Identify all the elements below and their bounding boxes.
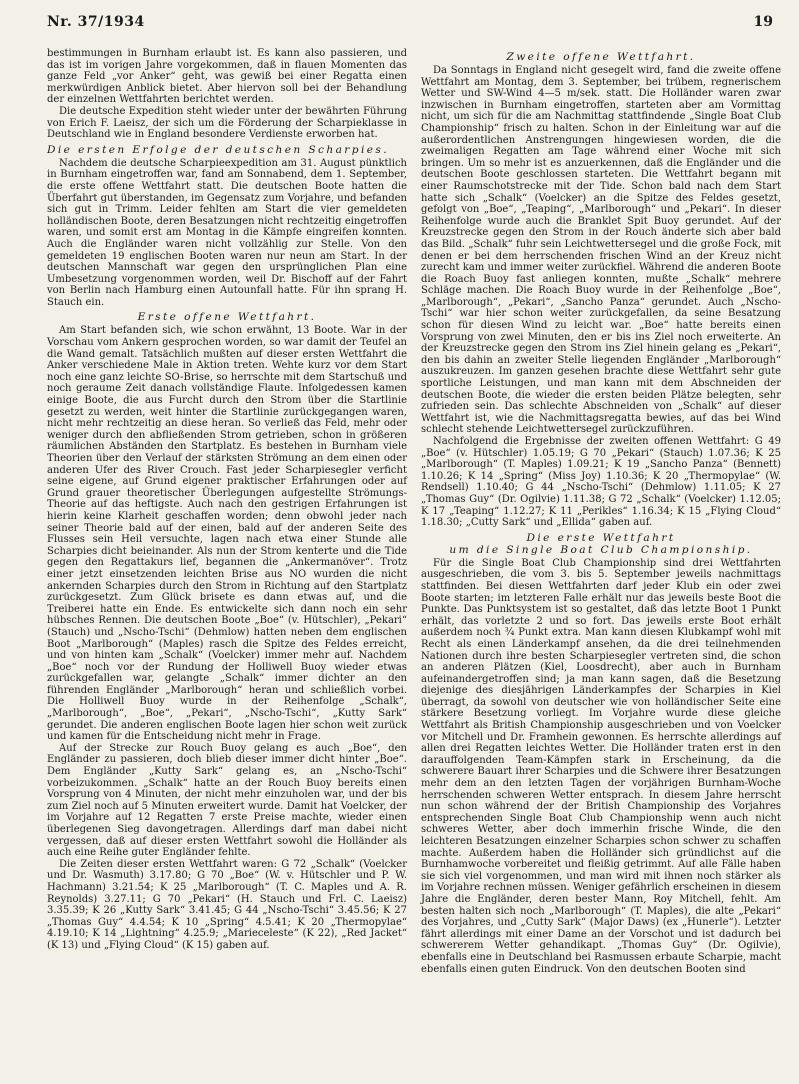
- issue-number: Nr. 37/1934: [47, 14, 145, 30]
- paragraph: Auf der Strecke zur Rouch Buoy gelang es auch „Boe“, den Engländer zu passieren, doch blieb dieser immer dicht hinter „Boe“. Dem Engländer „Kutty Sark“ gelang es, an „Nscho-Tschi“ vorbeizukommen. „Schalk“ hatte an der Rouch Buoy bereits einen Vorsprung von 4 Minuten, der nicht mehr einzuholen war, und der bis zum Ziel noch auf 5 Minuten erweitert wurde. Damit hat Voelcker, der im Vorjahre auf 12 Regatten 7 erste Preise machte, wieder einen überlegenen Sieg davongetragen. Allerdings darf man dabei nicht vergessen, daß auf dieser ersten Wettfahrt sowohl die Holländer als auch eine Reihe guter Engländer fehlte.: [47, 742, 407, 859]
- paragraph: Nachdem die deutsche Scharpieexpedition am 31. August pünktlich in Burnham eingetroffen war, fand am Sonnabend, dem 1. September, die erste offene Wettfahrt statt. Die deutschen Boote hatten die Überfahrt gut überstanden, im Gegensatz zum Vorjahre, und befanden sich gut in Trimm. Leider fehlten am Start die vier gemeldeten holländischen Boote, deren Besatzungen nicht rechtzeitig eingetroffen waren, und somit erst am Montag in die Kämpfe eingreifen konnten. Auch die Engländer waren nicht vollzählig zur Stelle. Von den gemeldeten 19 englischen Booten waren nur neun am Start. In der deutschen Mannschaft war gegen den ursprünglichen Plan eine Umbesetzung vorgenommen worden, weil Dr. Bischoff auf der Fahrt von Berlin nach Hamburg einen Autounfall hatte. Für ihn sprang H. Stauch ein.: [47, 157, 407, 308]
- paragraph: Für die Single Boat Club Championship sind drei Wettfahrten ausgeschrieben, die vom 3. bis 5. September jeweils nachmittags stattfinden. Bei diesen Wettfahrten darf jeder Klub ein oder zwei Boote starten; im letzteren Falle erhält nur das jeweils beste Boot die Punkte. Das Punktsystem ist so gestaltet, daß das letzte Boot 1 Punkt erhält, das vorletzte 2 und so fort. Das jeweils erste Boot erhält außerdem noch ¾ Punkt extra. Man kann diesen Klubkampf wohl mit Recht als einen Länderkampf ansehen, da die drei teilnehmenden Nationen durch ihre besten Scharpiesegler vertreten sind, die schon an anderen Plätzen (Kiel, Loosdrecht), aber auch in Burnham aufeinandergetroffen sind; ja man kann sagen, daß die Besetzung diejenige des diesjährigen Länderkampfes der Scharpies in Kiel überragt, da sowohl von deutscher wie von holländischer Seite eine stärkere Besetzung vorliegt. Im Vorjahre wurde diese gleiche Wettfahrt als British Championship ausgeschrieben und von Voelcker vor Mitchell und Dr. Framhein gewonnen. Es herrschte allerdings auf allen drei Regatten leichtes Wetter. Die Holländer traten erst in den darauffolgenden Team-Kämpfen stark in Erscheinung, da die schwerere Bauart ihrer Scharpies und die Schwere ihrer Besatzungen mehr dem an den letzten Tagen der vorjährigen Burnham-Woche herrschenden schweren Wetter entsprach. In diesem Jahre herrscht nun schon während der der British Championship des Vorjahres entsprechenden Single Boat Club Championship wenn auch nicht schweres Wetter, aber doch immerhin frische Winde, die den leichteren Besatzungen einzelner Scharpies schon schwer zu schaffen machte. Außerdem haben die Holländer sich gründlichst auf die Burnhamwoche vorbereitet und fleißig getrimmt. Auf alle Fälle haben sie sich viel vorgenommen, und man wird mit ihnen noch stärker als im Vorjahre rechnen müssen. Weniger gefährlich erscheinen in diesem Jahre die Engländer, deren bester Mann, Roy Mitchell, fehlt. Am besten halten sich noch „Marlborough“ (T. Maples), die alte „Pekari“ des Vorjahres, und „Cutty Sark“ (Major Daws) (ex „Hunerle“). Letzter fährt allerdings mit einer Dame an der Vorschot und ist dadurch bei schwererem Wetter gehandikapt. „Thomas Guy“ (Dr. Ogilvie), ebenfalls eine in Deutschland bei Rasmussen erbaute Scharpie, macht ebenfalls einen guten Eindruck. Von den deutschen Booten sind: [421, 557, 781, 975]
- left-column: [47, 48, 407, 975]
- section-heading: Die ersten Erfolge der deutschen Scharpies.: [47, 143, 390, 156]
- heading-line: Die erste Wettfahrt: [526, 531, 676, 544]
- page-header: [47, 14, 781, 40]
- results-paragraph: Nachfolgend die Ergebnisse der zweiten offenen Wettfahrt: G 49 „Boe“ (v. Hütschler) 1.05.19; G 70 „Pekari“ (Stauch) 1.07.36; K 25 „Marlborough“ (T. Maples) 1.09.21; K 19 „Sancho Panza“ (Bennett) 1.10.26; K 14 „Spring“ (Miss Joy) 1.10.36; K 20 „Thermopylae“ (W. Rendsell) 1.10.40; G 44 „Nscho-Tschi“ (Dehmlow) 1.11.05; K 27 „Thomas Guy“ (Dr. Ogilvie) 1.11.38; G 72 „Schalk“ (Voelcker) 1.12.05; K 17 „Teaping“ 1.12.27; K 11 „Perikles“ 1.16.34; K 15 „Flying Cloud“ 1.18.30; „Cutty Sark“ und „Ellida“ gaben auf.: [421, 436, 781, 529]
- page-number: 19: [753, 14, 773, 30]
- section-heading: Erste offene Wettfahrt.: [137, 311, 317, 324]
- section-heading: [421, 532, 781, 556]
- right-column: [421, 48, 781, 975]
- heading-line: um die Single Boat Club Championship.: [449, 543, 753, 556]
- section-heading: Zweite offene Wettfahrt.: [506, 51, 696, 63]
- paragraph: Die deutsche Expedition steht wieder unter der bewährten Führung von Erich F. Laeisz, der sich um die Förderung der Scharpieklasse in Deutschland wie in England besondere Verdienste erworben hat.: [47, 105, 407, 141]
- paragraph: Am Start befanden sich, wie schon erwähnt, 13 Boote. War in der Vorschau vom Ankern gesprochen worden, so war damit der Teufel an die Wand gemalt. Tatsächlich mußten auf dieser ersten Wettfahrt die Anker verschiedene Male in Aktion treten. Wehte kurz vor dem Start noch eine ganz leichte SO-Brise, so herrschte mit dem Startschuß und noch geraume Zeit danach vollständige Flaute. Infolgedessen kamen einige Boote, die aus Furcht durch den Strom über die Startlinie gesetzt zu werden, weit hinter die Startlinie zurückgegangen waren, nicht mehr rechtzeitig an diese heran. So verließ das Feld, mehr oder weniger durch den abfließenden Strom getrieben, schon in größeren räumlichen Abständen den Startplatz. Es bestehen in Burnham viele Theorien über den Verlauf der stärksten Strömung an dem einen oder anderen Ufer des River Crouch. Fast jeder Scharpiesegler verficht seine eigene, auf Grund eigener praktischer Erfahrungen oder auf Grund grauer theoretischer Überlegungen aufgestellte Strömungs-Theorie auf das heftigste. Auch nach den gestrigen Erfahrungen ist hierin keine Klarheit geschaffen worden; denn obwohl jeder nach seiner Theorie bald auf der einen, bald auf der anderen Seite des Flusses sein Heil versuchte, lagen nach etwa einer Stunde alle Scharpies dicht beieinander. Als nun der Strom kenterte und die Tide gegen den Regattakurs lief, begannen die „Ankermanöver“. Trotz einer jetzt einsetzenden leichten Brise aus NO wurden die nicht ankernden Scharpies durch den Strom in Richtung auf den Startplatz zurückgesetzt. Zum Glück brisete es dann etwas auf, und die Treiberei hatte ein Ende. Es entwickelte sich dann noch ein sehr hübsches Rennen. Die deutschen Boote „Boe“ (v. Hütschler), „Pekari“ (Stauch) und „Nscho-Tschi“ (Dehmlow) hatten neben dem englischen Boot „Marlborough“ (Maples) rasch die Spitze des Feldes erreicht, und von hinten kam „Schalk“ (Voelcker) immer mehr auf. Nachdem „Boe“ noch vor der Rundung der Holliwell Buoy wieder etwas zurückgefallen war, gelangte „Schalk“ immer dichter an den führenden Engländer „Marlborough“ heran und schließlich vorbei. Die Holliwell Buoy wurde in der Reihenfolge „Schalk“, „Marlborough“, „Boe“, „Pekari“, „Nscho-Tschi“, „Kutty Sark“ gerundet. Die anderen englischen Boote lagen hier schon weit zurück und kamen für die Entscheidung nicht mehr in Frage.: [47, 325, 407, 743]
- article-columns: [47, 48, 781, 975]
- paragraph: Da Sonntags in England nicht gesegelt wird, fand die zweite offene Wettfahrt am Montag, dem 3. September, bei trübem, regnerischem Wetter und SW-Wind 4—5 m/sek. statt. Die Holländer waren zwar inzwischen in Burnham eingetroffen, starteten aber am Vormittag nicht, um sich für die am Nachmittag stattfindende „Single Boat Club Championship“ frisch zu halten. Schon in der Einleitung war auf die außerordentlichen Anstrengungen hingewiesen worden, die die zweimaligen Regatten am Tage während einer Woche mit sich bringen. Um so mehr ist es anzuerkennen, daß die Engländer und die deutschen Boote geschlossen starteten. Die Wettfahrt begann mit einer Raumschotstrecke mit der Tide. Schon bald nach dem Start hatte sich „Schalk“ (Voelcker) an die Spitze des Feldes gesetzt, gefolgt von „Boe“, „Teaping“, „Marlborough“ und „Pekari“. In dieser Reihenfolge wurde auch die Branklet Spit Buoy gerundet. Auf der Kreuzstrecke gegen den Strom in der Rouch änderte sich aber bald das Bild. „Schalk“ fuhr sein Leichtwettersegel und die große Fock, mit denen er bei dem herrschenden frischen Wind an der Kreuz nicht zurecht kam und immer weiter zurückfiel. Während die anderen Boote die Roach Buoy fast anliegen konnten, mußte „Schalk“ mehrere Schläge machen. Die Roach Buoy wurde in der Reihenfolge „Boe“, „Marlborough“, „Pekari“, „Sancho Panza“ gerundet. Auch „Nscho-Tschi“ war hier schon weiter zurückgefallen, da seine Besatzung schon für diesen Wind zu leicht war. „Boe“ hatte bereits einen Vorsprung von zwei Minuten, den er bis ins Ziel noch erweiterte. An der Kreuzstrecke gegen den Strom ins Ziel hinein gelang es „Pekari“, den bis dahin an zweiter Stelle liegenden Engländer „Marlborough“ auszukreuzen. Im ganzen gesehen brachte diese Wettfahrt sehr gute sportliche Leistungen, und man kann mit dem Abschneiden der deutschen Boote, die wieder die ersten beiden Plätze belegten, sehr zufrieden sein. Das schlechte Abschneiden von „Schalk“ auf dieser Wettfahrt ist, wie die Nachmittagsregatta bewies, auf das bei Wind schlecht stehende Leichtwettersegel zurückzuführen.: [421, 65, 781, 436]
- results-paragraph: Die Zeiten dieser ersten Wettfahrt waren: G 72 „Schalk“ (Voelcker und Dr. Wasmuth) 3.17.80; G 70 „Boe“ (W. v. Hütschler und P. W. Hachmann) 3.21.54; K 25 „Marlborough“ (T. C. Maples und A. R. Reynolds) 3.27.11; G 70 „Pekari“ (H. Stauch und Frl. C. Laeisz) 3.35.39; K 26 „Kutty Sark“ 3.41.45; G 44 „Nscho-Tschi“ 3.45.56; K 27 „Thomas Guy“ 4.4.54; K 10 „Spring“ 4.5.41; K 20 „Thermopylae“ 4.19.10; K 14 „Lightning“ 4.25.9; „Marieceleste“ (K 22), „Red Jacket“ (K 13) und „Flying Cloud“ (K 15) gaben auf.: [47, 858, 407, 951]
- paragraph: bestimmungen in Burnham erlaubt ist. Es kann also passieren, und das ist im vorigen Jahre vorgekommen, daß in flauen Momenten das ganze Feld „vor Anker“ geht, was gewiß bei einer Regatta einen merkwürdigen Anblick bietet. Aber hiervon soll bei der Behandlung der einzelnen Wettfahrten berichtet werden.: [47, 48, 407, 106]
